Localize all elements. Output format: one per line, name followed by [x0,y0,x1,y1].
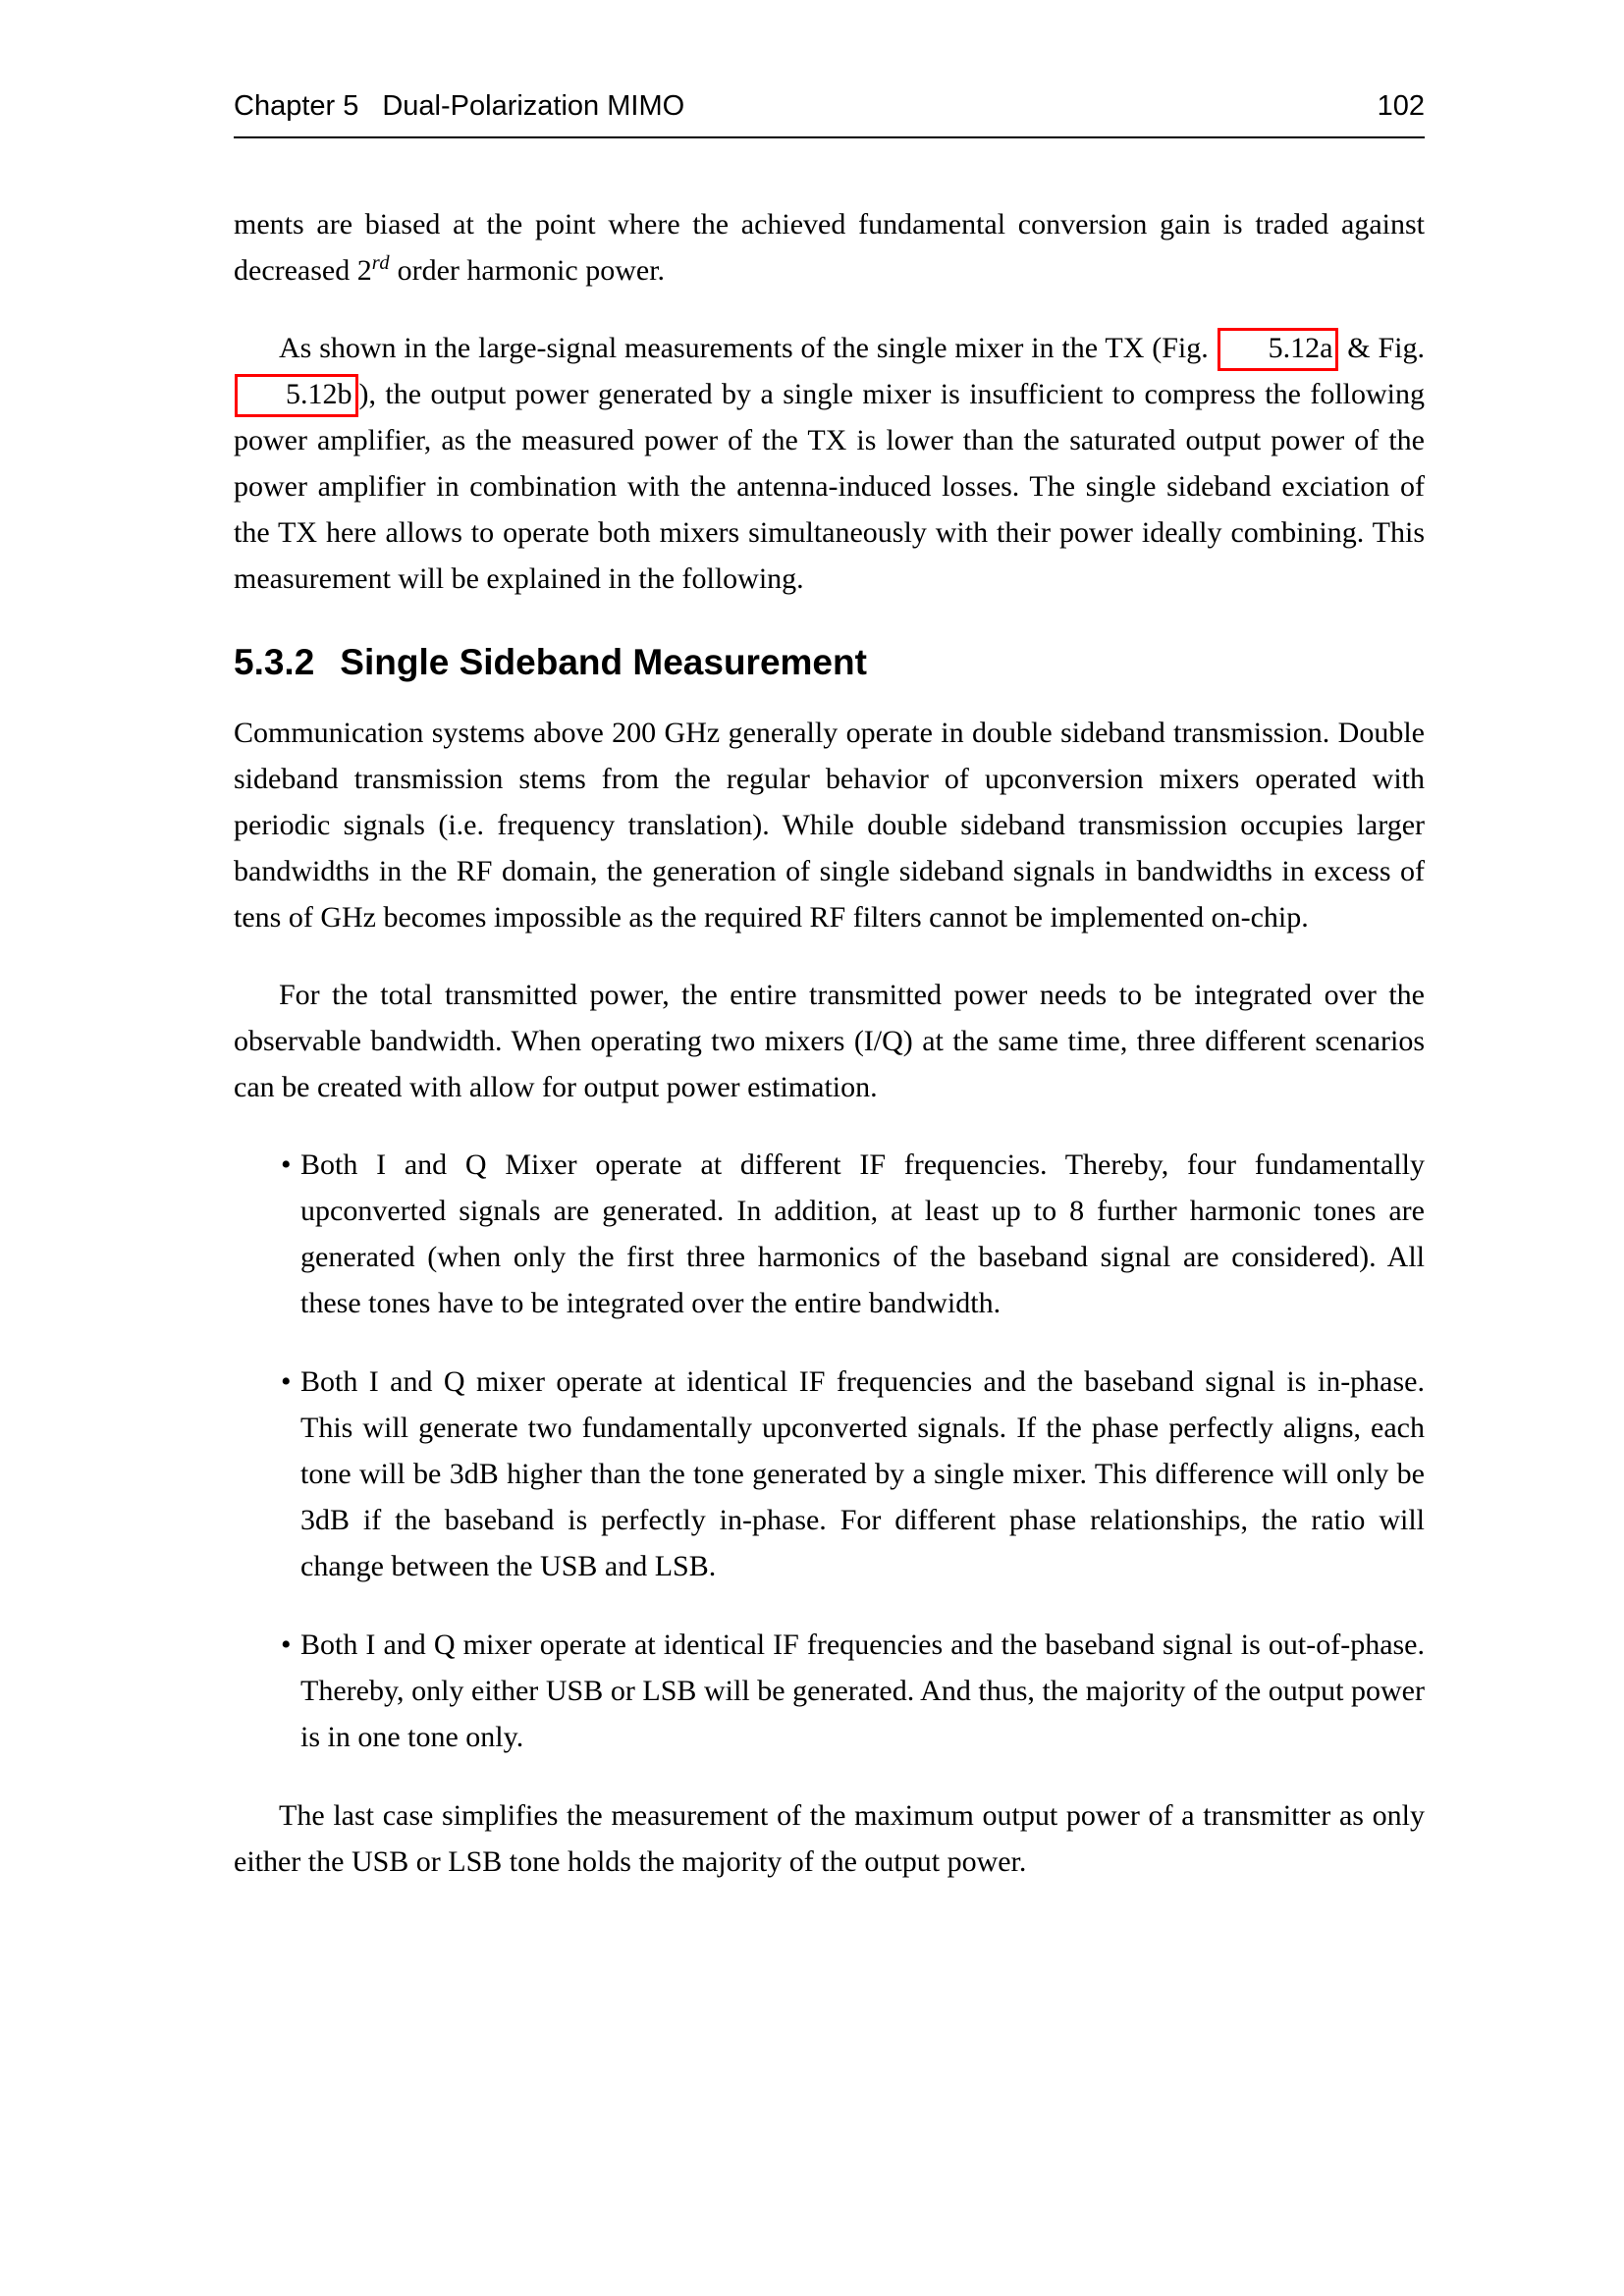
chapter-label: Chapter 5 [234,90,359,122]
list-item [281,1359,1425,1589]
list-item [281,1622,1425,1760]
section-heading [234,641,1425,684]
section-number: 5.3.2 [234,642,315,682]
paragraph [234,325,1425,602]
chapter-header [234,90,684,123]
paragraph-text: As shown in the large-signal measurements of the single mixer in the TX (Fig. [279,332,1217,364]
paragraph-continuation [234,201,1425,294]
figure-link-5-12b[interactable]: 5.12b [235,374,358,417]
bullet-icon: • [281,1629,292,1661]
paragraph-text: ), the output power generated by a single mixer is insufficient to compress the following power amplifier, as the measured power of the TX is lower than the saturated output power of the power amplifier in combination with the antenna-induced losses. The single sideband exciation of the TX here allows to operate both mixers simultaneously with their power ideally combining. This measurement will be explained in the following. [234,378,1425,595]
bullet-icon: • [281,1365,292,1398]
chapter-title: Dual-Polarization MIMO [382,90,685,122]
bullet-list [234,1142,1425,1760]
section-title: Single Sideband Measurement [340,642,867,682]
page-number: 102 [1377,90,1425,122]
list-item-text: Both I and Q mixer operate at identical IF frequencies and the baseband signal is in-phase. This will generate two fundamentally upconverted signals. If the phase perfectly aligns, each tone will be 3dB higher than the tone generated by a single mixer. This difference will only be 3dB if the baseband is perfectly in-phase. For different phase relationships, the ratio will change between the USB and LSB. [300,1365,1425,1582]
paragraph: The last case simplifies the measurement of the maximum output power of a transmitter as only either the USB or LSB tone holds the majority of the output power. [234,1799,1425,1878]
bullet-icon: • [281,1148,292,1181]
paragraph-text: ments are biased at the point where the achieved fundamental conversion gain is traded against decreased 2 [234,208,1425,287]
paragraph-text: order harmonic power. [390,254,666,287]
page-content [234,90,1425,1885]
list-item-text: Both I and Q Mixer operate at different IF frequencies. Thereby, four fundamentally upconverted signals are generated. In addition, at least up to 8 further harmonic tones are generated (when only the first three harmonics of the baseband signal are considered). All these tones have to be integrated over the entire bandwidth. [300,1148,1425,1319]
body-text [234,201,1425,1885]
list-item-text: Both I and Q mixer operate at identical IF frequencies and the baseband signal is out-of-phase. Thereby, only either USB or LSB will be generated. And thus, the majority of the output power is in one tone only. [300,1629,1425,1753]
paragraph: For the total transmitted power, the entire transmitted power needs to be integrated over the observable bandwidth. When operating two mixers (I/Q) at the same time, three different scenarios can be created with allow for output power estimation. [234,979,1425,1103]
figure-link-5-12a[interactable]: 5.12a [1218,328,1339,371]
running-header [234,90,1425,123]
header-rule [234,136,1425,138]
paragraph: Communication systems above 200 GHz generally operate in double sideband transmission. Double sideband transmission stems from the regular behavior of upconversion mixers operated with periodic signals (i.e. frequency translation). While double sideband transmission occupies larger bandwidths in the RF domain, the generation of single sideband signals in bandwidths in excess of tens of GHz becomes impossible as the required RF filters cannot be implemented on-chip. [234,717,1425,934]
paragraph-text: & Fig. [1339,332,1425,364]
ordinal-superscript: rd [371,252,391,274]
list-item [281,1142,1425,1326]
